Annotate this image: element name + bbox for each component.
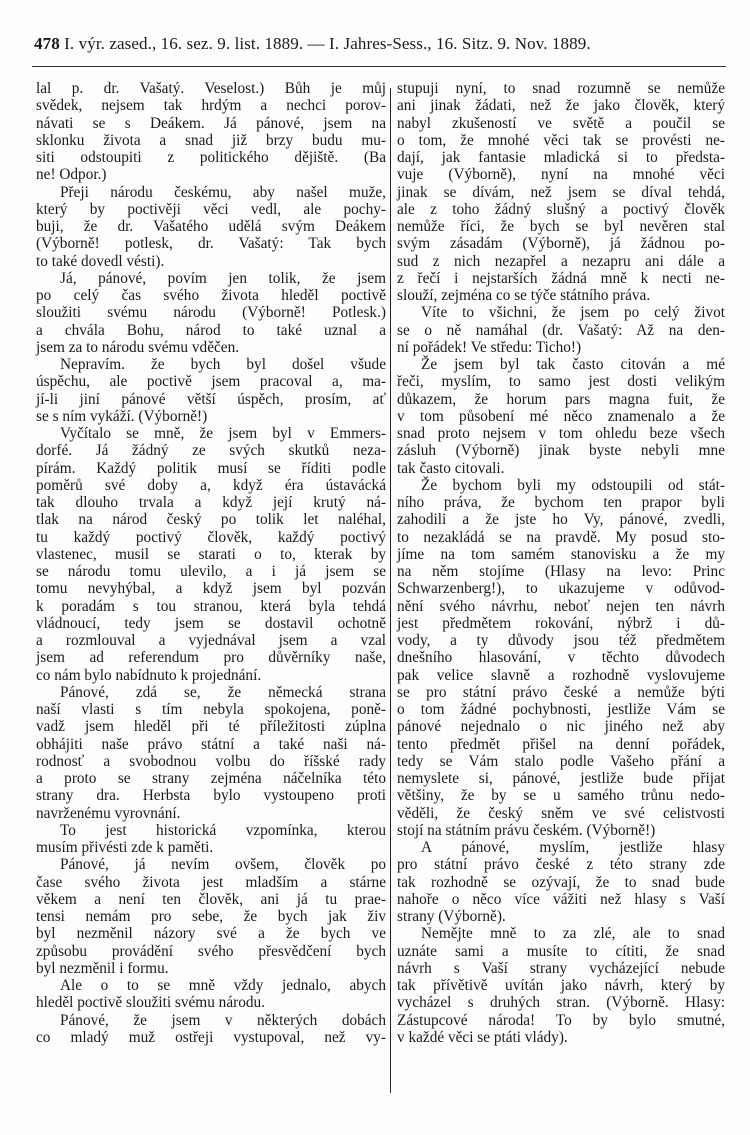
text-line: dnešního hlasování, v těchto důvodech — [397, 649, 725, 667]
text-line: řeči, myslím, to samo jest dosti velikým — [397, 373, 725, 391]
text-line: byl nezměnil názory své a že bych ve — [36, 925, 386, 943]
text-line: sklonku života a snad již brzy budu mu- — [36, 131, 386, 149]
text-line: tlak na národ český po tolik let naléhal, — [36, 511, 386, 529]
paragraph — [397, 304, 725, 356]
text-line: pro státní právo české z této strany zde — [397, 856, 725, 874]
text-line: k poradám s tou stranou, která byla tehdá — [36, 597, 386, 615]
text-line: nění svého návrhu, neboť nejen ten návrh — [397, 597, 725, 615]
paragraph — [36, 425, 386, 684]
paragraph — [397, 925, 725, 1046]
text-line: byl nezměnil i formu. — [36, 959, 169, 977]
text-line: tensi nemám pro sebe, že bych jak živ — [36, 908, 386, 925]
text-line: lal p. dr. Vašatý. Veselost.) Bůh je můj — [36, 80, 386, 97]
text-line: dorfé. Já žádný ze svých skutků neza- — [36, 442, 386, 460]
text-line: slouží, zejména co se týče státního práva. — [397, 287, 651, 304]
header-rule — [32, 66, 726, 67]
paragraph — [36, 1012, 386, 1047]
text-line: musím přivésti zde k paměti. — [36, 839, 214, 856]
text-line: Já, pánové, povím jen tolik, že jsem — [60, 269, 386, 287]
paragraph — [36, 856, 386, 977]
text-line: pánové nejednalo o nic jiného než aby — [397, 718, 725, 736]
text-line: navrženému vyrovnání. — [36, 804, 181, 822]
text-line: z řečí i nejstarších žádná mně k necti ne- — [397, 269, 725, 287]
text-line: ale z toho žádný slušný a poctivý člověk — [397, 200, 725, 218]
text-line: v tom působení mé něco znamenalo a že — [397, 407, 725, 425]
header-czech: I. výr. zased., 16. sez. 9. list. 1889. — — [64, 34, 325, 53]
text-line: a chvála Bohu, národ to také uznal a — [36, 321, 386, 339]
text-line: tak dlouho trvala a když její krutý ná- — [36, 494, 386, 511]
text-line: Schwarzenberg!), to ukazujeme v odůvod- — [397, 580, 725, 598]
text-line: svědek, nejsem tak hrdým a nechci porov- — [36, 97, 386, 115]
paragraph — [397, 839, 725, 925]
text-line: způsobu provádění svého přesvědčení bych — [36, 942, 386, 960]
text-line: tomu nevyhýbal, a když jsem byl pozván — [36, 580, 386, 598]
text-line: vlastenec, musil se starati o to, kterak by — [36, 545, 386, 563]
right-column — [397, 80, 725, 1046]
text-line: buji, že dr. Vašatého udělá svým Deákem — [36, 218, 386, 235]
text-line: vuje (Výborně), nyní na mnohé věci — [397, 166, 725, 184]
text-line: tu každý poctivý člověk, každý poctivý — [36, 528, 386, 546]
text-line: jinak se dívám, než jsem se díval tehdá, — [397, 183, 725, 201]
text-line: návrh s Vaší strany vycházející nebude — [397, 959, 725, 977]
text-line: tak často citovali. — [397, 459, 505, 477]
text-line: Že bychom byli my odstoupili od stát- — [421, 476, 725, 494]
text-line: a rozmlouval a vyjednával jsem a vzal — [36, 632, 386, 649]
text-line: tedy se Vám stalo podle Vašeho přání a — [397, 752, 725, 770]
paragraph — [36, 184, 386, 270]
text-line: Víte to všichni, že jsem po celý život — [421, 304, 725, 322]
paragraph — [36, 977, 386, 1012]
text-line: nemyslete si, pánové, jestliže bude přijat — [397, 770, 725, 787]
text-line: Pánové, já nevím ovšem, člověk po — [60, 856, 386, 874]
text-line: jí-li jiní pánové větší úspěch, prosím, ať — [36, 390, 386, 408]
text-line: většiny, že by se u samého trůnu nedo- — [397, 787, 725, 805]
text-line: Ale o to se mně vždy jednalo, abych — [60, 977, 386, 994]
paragraph — [36, 80, 386, 184]
text-line: jsem ad referendum pro důvěrníky naše, — [36, 649, 386, 667]
text-line: to také dovedl vésti). — [36, 252, 165, 270]
text-line: Že jsem byl tak často citován a mé — [421, 356, 725, 373]
text-line: důkazem, že horum pars magna fuit, že — [397, 390, 725, 408]
text-line: svým zásadám (Výborně), já žádnou po- — [397, 235, 725, 253]
text-line: jsem za to národu svému vděčen. — [36, 338, 240, 356]
text-line: se národu tomu ulevilo, a i já jsem se — [36, 563, 386, 580]
left-column — [36, 80, 386, 1046]
text-line: vládnoucí, tedy jsem se dostavil ochotně — [36, 614, 386, 632]
text-line: pak velice slavně a rozhodně vyslovujeme — [397, 666, 725, 684]
text-line: sud z nich nezapřel a nezapru ani dále a — [397, 252, 725, 270]
text-line: a proto se strany zejména náčelníka této — [36, 770, 386, 787]
text-line: tak přívětivě uvítán jako návrh, který by — [397, 977, 725, 994]
text-line: zásluh (Výborně) jinak byste nebyli mne — [397, 442, 725, 460]
text-line: tak rozhodně se ozývají, že to snad bude — [397, 873, 725, 891]
text-line: v každé věci se ptáti vlády). — [397, 1028, 568, 1046]
header-german: I. Jahres-Sess., 16. Sitz. 9. Nov. 1889. — [329, 34, 591, 53]
text-line: čase svého života jest mladším a stárne — [36, 873, 386, 891]
paragraph — [36, 822, 386, 857]
text-line: sloužiti svému národu (Výborně! Potlesk.) — [36, 304, 386, 322]
text-line: stupuji nyní, to snad rozumně se nemůže — [397, 80, 725, 97]
text-line: dají, jak fantasie mladická si to předsta- — [397, 149, 725, 166]
paragraph — [36, 356, 386, 425]
text-line: se pro státní právo české a nemůže býti — [397, 683, 725, 701]
text-line: obhájiti naše právo státní a také naši ná- — [36, 735, 386, 753]
text-line: stojí na státním právu českém. (Výborně!) — [397, 821, 656, 839]
text-line: o tom žádné pochybnosti, jestliže Vám se — [397, 701, 725, 718]
text-line: poměrů své doby a, když éra ústavácká — [36, 476, 386, 494]
text-line: ne! Odpor.) — [36, 166, 107, 184]
text-line: po celý čas svého života hleděl poctivě — [36, 287, 386, 304]
page-number: 478 — [34, 34, 60, 53]
text-line: zahodili a že jste ho Vy, pánové, zvedli, — [397, 511, 725, 529]
text-line: o tom, že mnohé věci tak se provésti ne- — [397, 131, 725, 149]
text-line: na něm stojíme (Hlasy na levo: Princ — [397, 563, 725, 580]
text-line: nemůže říci, že bych se byl nevěren stal — [397, 218, 725, 235]
text-line: Pánové, že jsem v některých dobách — [60, 1011, 386, 1029]
paragraph — [36, 684, 386, 822]
text-line: se o ně namáhal (dr. Vašatý: Až na den- — [397, 321, 725, 339]
text-line: ního práva, že bychom ten prapor byli — [397, 494, 725, 511]
text-line: hleděl poctivě sloužiti svému národu. — [36, 994, 265, 1012]
text-line: A pánové, myslím, jestliže hlasy — [421, 839, 725, 856]
text-line: vycházel s druhých stran. (Výborně. Hlasy: — [397, 994, 725, 1012]
text-line: strany dra. Herbsta bylo vystoupeno proti — [36, 787, 386, 805]
text-line: (Výborně! potlesk, dr. Vašatý: Tak bych — [36, 235, 386, 253]
text-line: návati se s Deákem. Já pánové, jsem na — [36, 114, 386, 132]
text-line: nahoře o něco více vážiti než hlasy s Vaší — [397, 890, 725, 908]
text-line: rodnosť a svobodnou volbu do říšské rady — [36, 752, 386, 770]
text-line: Vyčítalo se mně, že jsem byl v Emmers- — [60, 425, 386, 442]
text-line: ní pořádek! Ve středu: Ticho!) — [397, 338, 582, 356]
paragraph — [397, 80, 725, 304]
text-line: Pánové, zdá se, že německá strana — [60, 683, 386, 701]
text-line: nabyl zkušeností ve světě a poučil se — [397, 114, 725, 132]
text-line: Přeji národu českému, aby našel muže, — [60, 183, 386, 201]
paragraph — [397, 356, 725, 477]
paragraph — [36, 270, 386, 356]
text-line: vadž jsem hleděl při té příležitosti zúplna — [36, 718, 386, 736]
text-line: Nemějte mně to za zlé, ale to snad — [421, 925, 725, 943]
running-header — [34, 34, 726, 58]
text-line: To jest historická vzpomínka, kterou — [60, 821, 386, 839]
paragraph — [397, 477, 725, 839]
text-line: věděli, že český sněm ve své celistvosti — [397, 804, 725, 822]
text-line: tento předmět přišel na denní pořádek, — [397, 735, 725, 753]
text-line: siti odstoupiti z politického dějiště. (Ba — [36, 149, 386, 166]
text-line: ani jinak žádati, než že jako člověk, který — [397, 97, 725, 115]
text-line: úspěchu, ale poctivě jsem pracoval a, ma- — [36, 373, 386, 391]
text-line: co nám bylo nabídnuto k projednání. — [36, 666, 262, 684]
text-line: strany (Výborně). — [397, 908, 506, 925]
text-line: uznáte sami a musíte to cítiti, že snad — [397, 942, 725, 960]
text-line: jíme na tom samém stanovisku a že my — [397, 545, 725, 563]
text-line: věkem a není ten člověk, ani já tu prae- — [36, 890, 386, 908]
text-line: který by poctivěji věci vedl, ale pochy- — [36, 200, 386, 218]
text-line: Zástupcové národa! To by bylo smutné, — [397, 1011, 725, 1029]
text-line: co mladý muž ostřeji vystupoval, než vy- — [36, 1028, 386, 1046]
text-line: snad proto nejsem v tom ohledu beze všech — [397, 425, 725, 442]
text-line: to nezakládá se na pravdě. My posud sto- — [397, 528, 725, 546]
text-line: jest předmětem rokování, nýbrž i dů- — [397, 614, 725, 632]
text-line: Nepravím. že bych byl došel všude — [60, 356, 386, 373]
text-line: vody, a ty důvody jsou též předmětem — [397, 632, 725, 649]
text-line: se s ním vykáží. (Výborně!) — [36, 407, 208, 425]
column-divider — [390, 88, 391, 1093]
text-line: naší vlasti s tím nebyla spokojena, poně- — [36, 701, 386, 718]
text-line: pírám. Každý politik musí se říditi podle — [36, 459, 386, 477]
